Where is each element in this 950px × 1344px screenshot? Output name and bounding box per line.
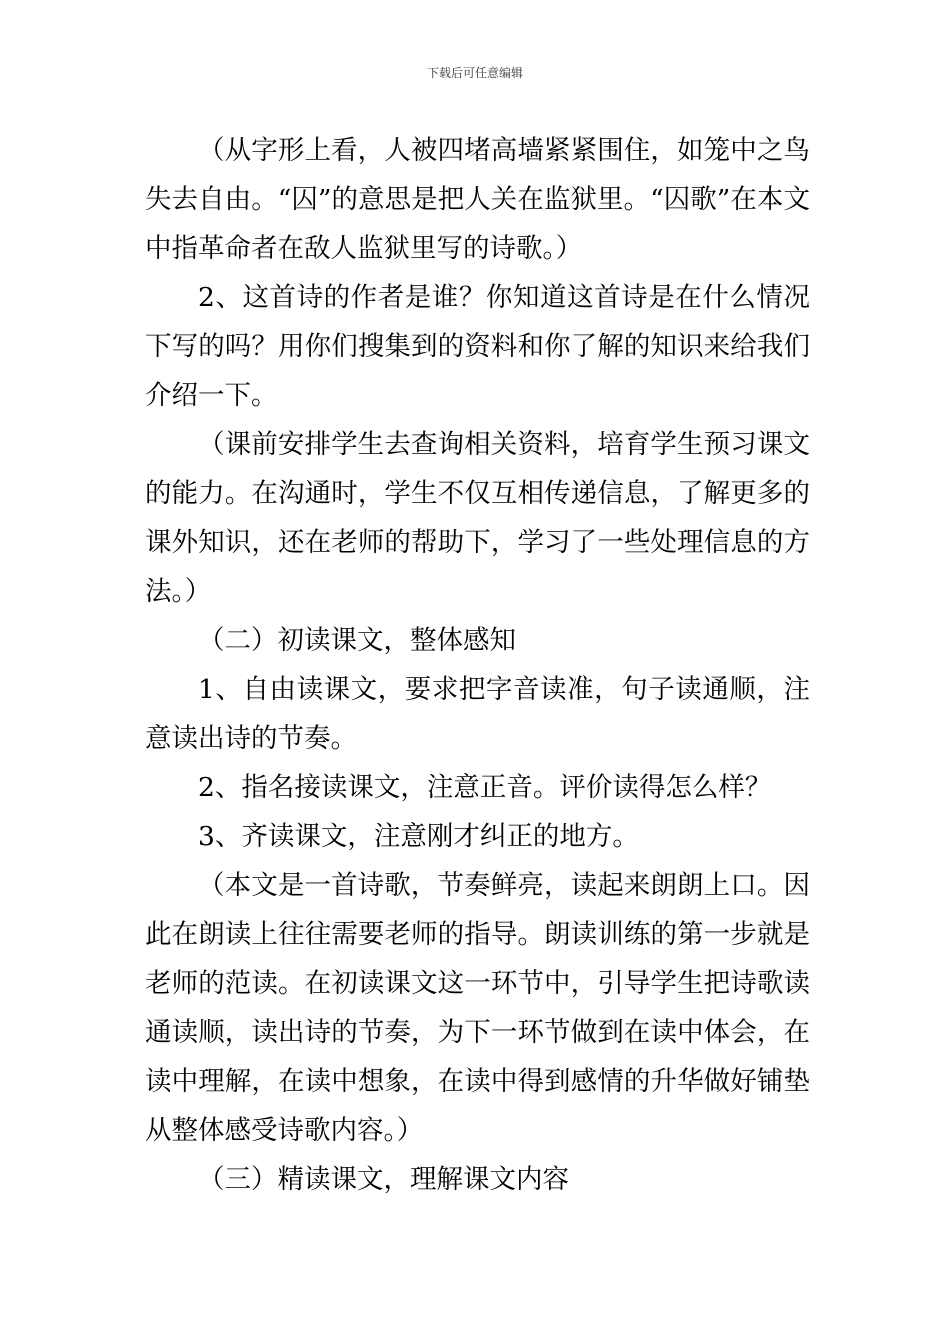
section-heading: （二）初读课文，整体感知: [198, 625, 516, 656]
paragraph: （课前安排学生去查询相关资料，培育学生预习课文的能力。在沟通时，学生不仅互相传递信息，了解更多的课外知识，还在老师的帮助下，学习了一些处理信息的方法。）: [145, 429, 810, 607]
paragraph: 2、指名接读课文，注意正音。评价读得怎么样？: [198, 772, 772, 803]
paragraph: 1、自由读课文，要求把字音读准，句子读通顺，注意读出诗的节奏。: [145, 674, 810, 754]
section-heading: （三）精读课文，理解课文内容: [198, 1164, 569, 1195]
paragraph: （从字形上看，人被四堵高墙紧紧围住，如笼中之鸟失去自由。“囚”的意思是把人关在监狱里。“囚歌”在本文中指革命者在敌人监狱里写的诗歌。）: [145, 135, 810, 264]
document-body: [145, 126, 810, 1204]
page-header: 下载后可任意编辑: [426, 66, 523, 80]
paragraph: 2、这首诗的作者是谁？你知道这首诗是在什么情况下写的吗？用你们搜集到的资料和你了解的知识来给我们介绍一下。: [145, 282, 810, 411]
paragraph: （本文是一首诗歌，节奏鲜亮，读起来朗朗上口。因此在朗读上往往需要老师的指导。朗读训练的第一步就是老师的范读。在初读课文这一环节中，引导学生把诗歌读通读顺，读出诗的节奏，为下一环节做到在读中体会，在读中理解，在读中想象，在读中得到感情的升华做好铺垫从整体感受诗歌内容。）: [145, 870, 810, 1146]
paragraph: 3、齐读课文，注意刚才纠正的地方。: [198, 821, 639, 852]
